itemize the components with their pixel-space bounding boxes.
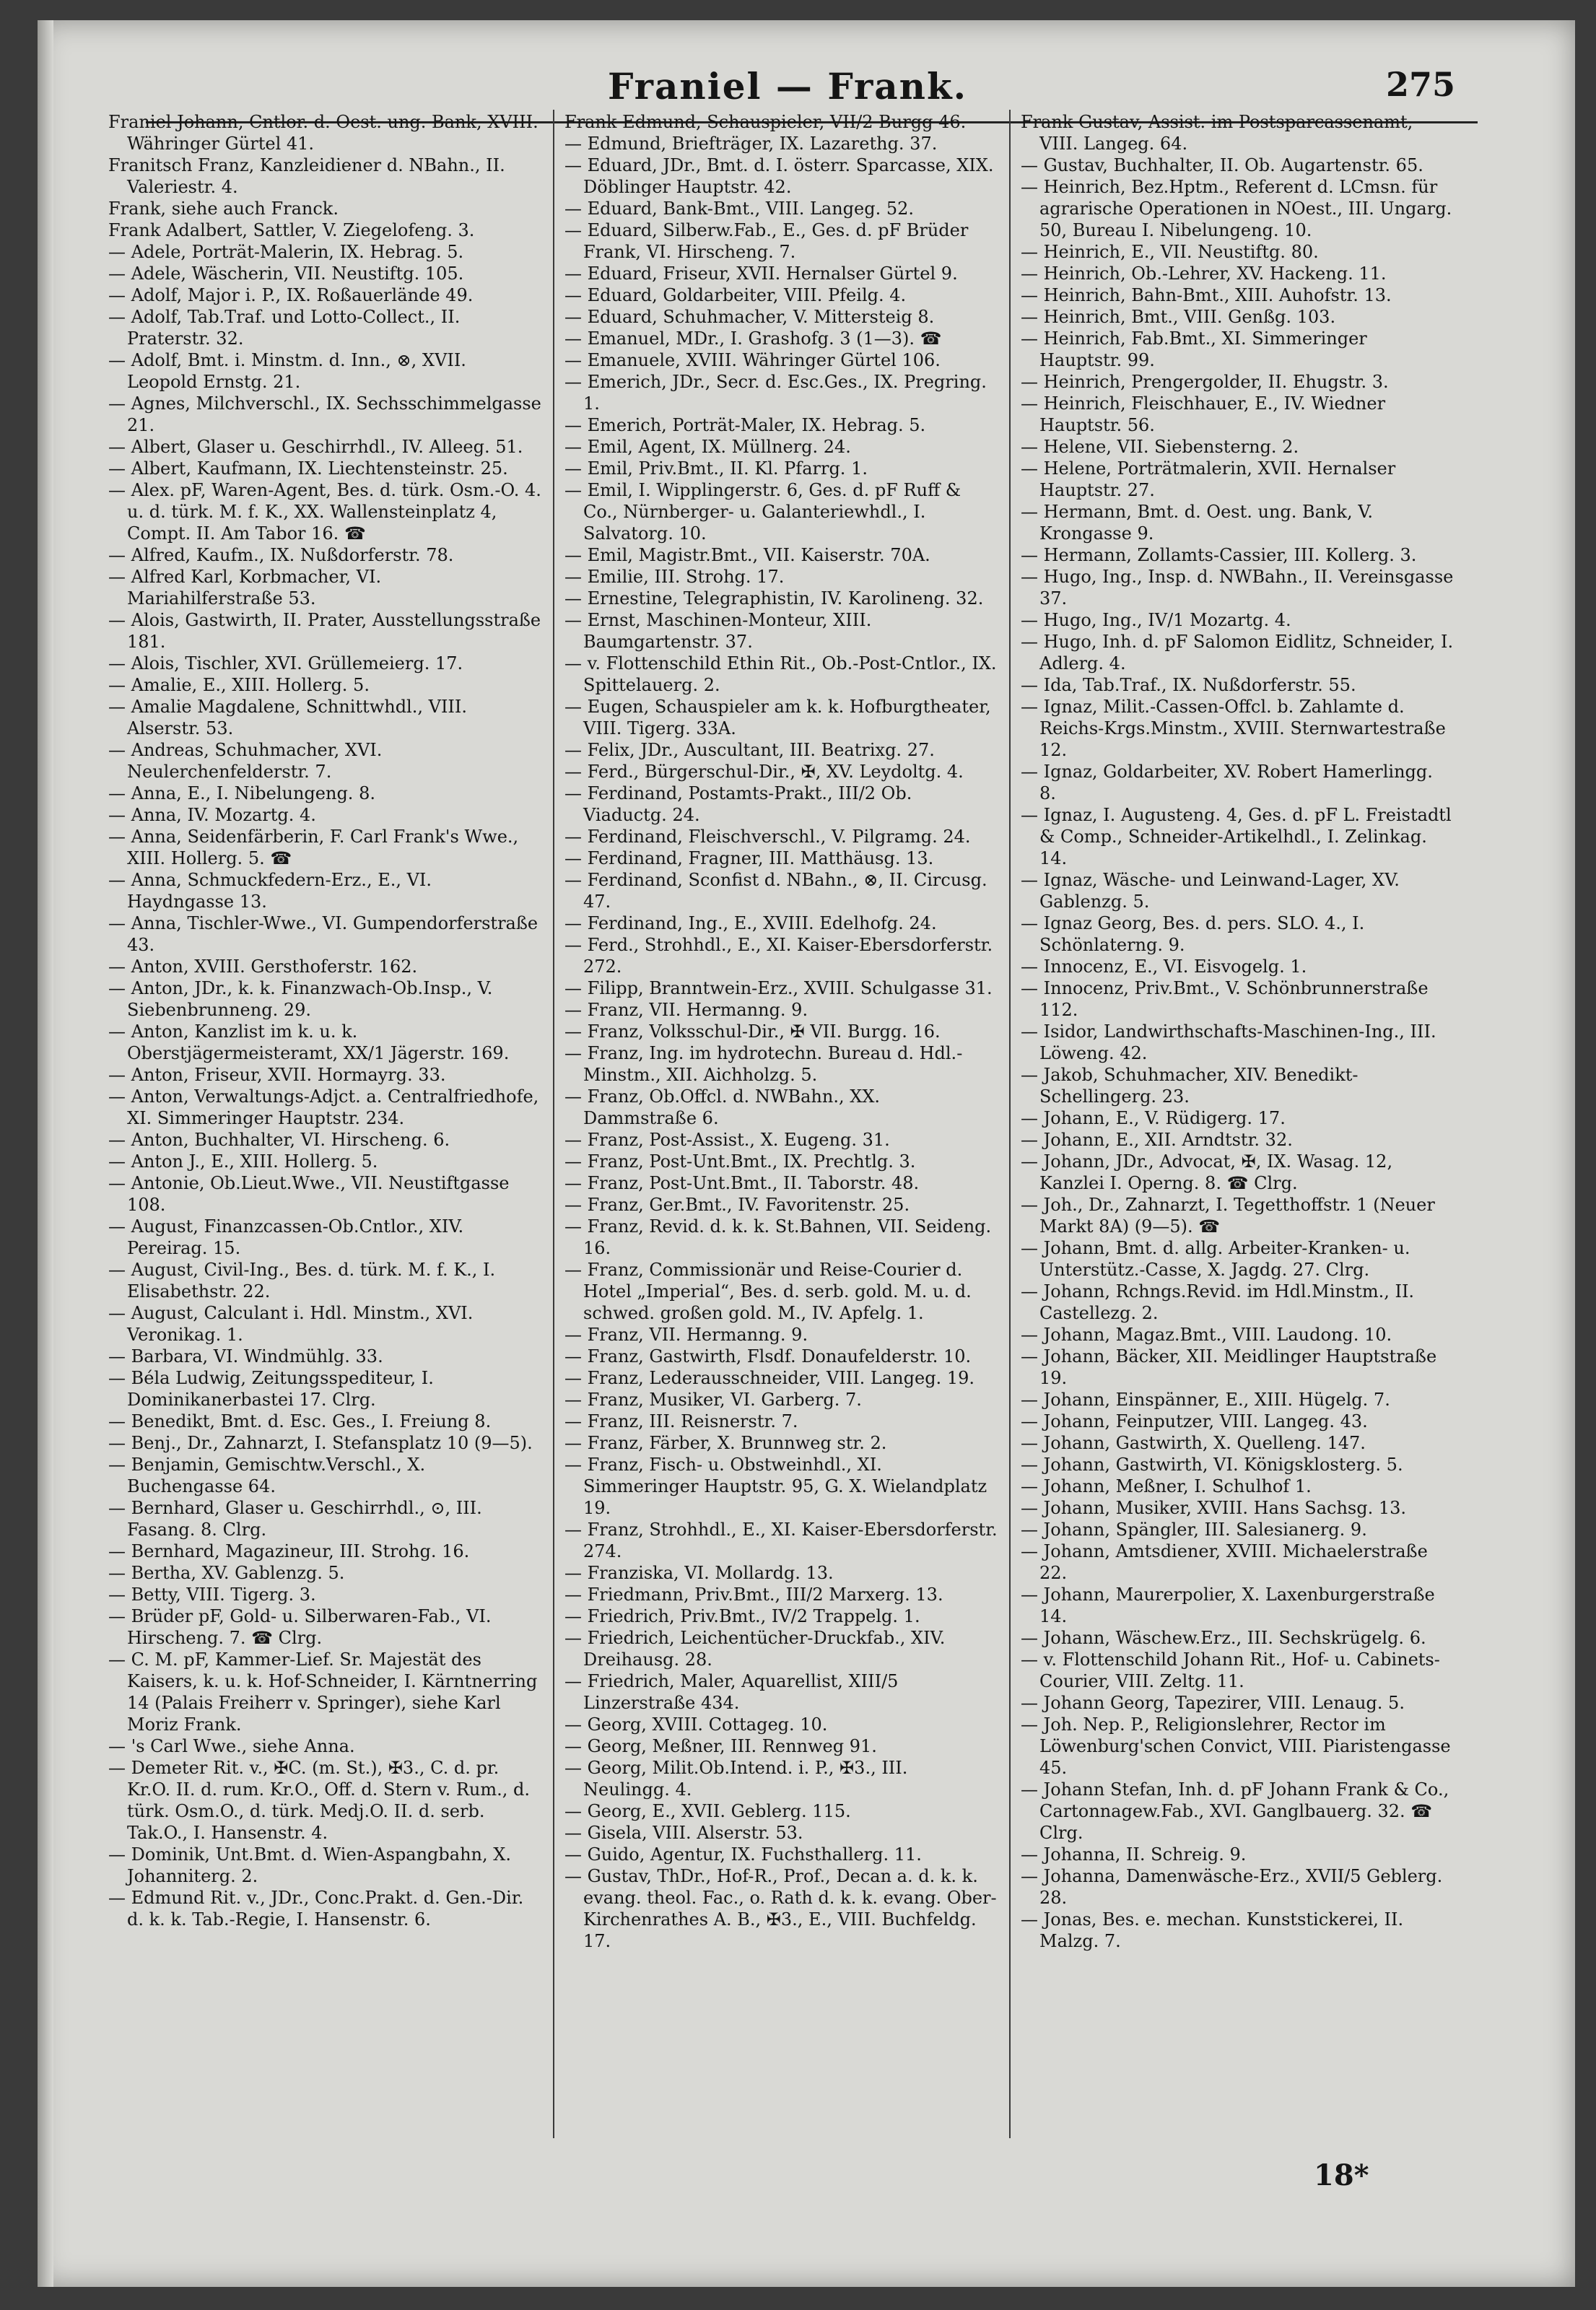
directory-entry: — Franz, Musiker, VI. Garberg. 7. bbox=[564, 1390, 862, 1410]
directory-entry: — Emil, Magistr.Bmt., VII. Kaiserstr. 70A. bbox=[564, 545, 930, 565]
directory-entry: — Ida, Tab.Traf., IX. Nußdorferstr. 55. bbox=[1021, 675, 1356, 695]
directory-entry: Franiel Johann, Cntlor. d. Oest. ung. Bank, XVIII. Währinger Gürtel 41. bbox=[108, 112, 538, 154]
directory-entry: — Johann, Wäschew.Erz., III. Sechskrügelg. 6. bbox=[1021, 1628, 1426, 1648]
directory-entry: — Georg, Meßner, III. Rennweg 91. bbox=[564, 1736, 877, 1756]
directory-entry: — Ferdinand, Postamts-Prakt., III/2 Ob. Viaductg. 24. bbox=[564, 783, 912, 825]
directory-entry: — Alois, Tischler, XVI. Grüllemeierg. 17. bbox=[108, 653, 463, 674]
directory-entry: — Anna, IV. Mozartg. 4. bbox=[108, 805, 316, 825]
directory-entry: — C. M. pF, Kammer-Lief. Sr. Majestät des Kaisers, k. u. k. Hof-Schneider, I. Kärntnerring 14 (Palais Freiherr v. Springer), siehe Karl Moriz Frank. bbox=[108, 1649, 538, 1735]
directory-entry: — Emanuel, MDr., I. Grashofg. 3 (1—3). ☎ bbox=[564, 328, 942, 349]
directory-entry: — Emil, Agent, IX. Müllnerg. 24. bbox=[564, 437, 851, 457]
column-middle bbox=[564, 111, 998, 2140]
directory-entry: — Amalie Magdalene, Schnittwhdl., VIII. Alserstr. 53. bbox=[108, 697, 468, 738]
directory-entry: — Emerich, JDr., Secr. d. Esc.Ges., IX. Pregring. 1. bbox=[564, 372, 987, 414]
directory-entry: — Ignaz, Wäsche- und Leinwand-Lager, XV. Gablenzg. 5. bbox=[1021, 870, 1400, 912]
directory-entry: — Hermann, Bmt. d. Oest. ung. Bank, V. Krongasse 9. bbox=[1021, 502, 1373, 544]
directory-entry: — Adolf, Tab.Traf. und Lotto-Collect., II. Praterstr. 32. bbox=[108, 307, 461, 349]
directory-entry: — Anton, XVIII. Gersthoferstr. 162. bbox=[108, 956, 418, 977]
directory-entry: — Johann, Feinputzer, VIII. Langeg. 43. bbox=[1021, 1411, 1368, 1431]
directory-entry: — Anton, Friseur, XVII. Hormayrg. 33. bbox=[108, 1065, 446, 1085]
directory-entry: — Georg, XVIII. Cottageg. 10. bbox=[564, 1714, 828, 1735]
directory-entry: — Franz, Post-Assist., X. Eugeng. 31. bbox=[564, 1130, 890, 1150]
directory-entry: — Franziska, VI. Mollardg. 13. bbox=[564, 1563, 834, 1583]
directory-entry: — Johann, Musiker, XVIII. Hans Sachsg. 13. bbox=[1021, 1498, 1407, 1518]
directory-entry: — Johann Georg, Tapezirer, VIII. Lenaug. 5. bbox=[1021, 1693, 1405, 1713]
directory-entry: — Eugen, Schauspieler am k. k. Hofburgtheater, VIII. Tigerg. 33A. bbox=[564, 697, 991, 738]
directory-entry: — Anna, E., I. Nibelungeng. 8. bbox=[108, 783, 375, 803]
directory-entry: — Johann, Bmt. d. allg. Arbeiter-Kranken- u. Unterstütz.-Casse, X. Jagdg. 27. Clrg. bbox=[1021, 1238, 1410, 1280]
directory-entry: — Innocenz, E., VI. Eisvogelg. 1. bbox=[1021, 956, 1307, 977]
directory-entry: Franitsch Franz, Kanzleidiener d. NBahn., II. Valeriestr. 4. bbox=[108, 155, 505, 197]
directory-entry: — Bernhard, Magazineur, III. Strohg. 16. bbox=[108, 1541, 470, 1561]
directory-entry: — Benjamin, Gemischtw.Verschl., X. Buchengasse 64. bbox=[108, 1455, 426, 1496]
directory-entry: — Demeter Rit. v., ✠C. (m. St.), ✠3., C. d. pr. Kr.O. II. d. rum. Kr.O., Off. d. Stern v. Rum., d. türk. Osm.O., d. türk. Medj.O. II. d. serb. Tak.O., I. Hansenstr. 4. bbox=[108, 1758, 530, 1843]
directory-entry: Frank Adalbert, Sattler, V. Ziegelofeng. 3. bbox=[108, 220, 475, 240]
directory-entry: — v. Flottenschild Ethin Rit., Ob.-Post-Cntlor., IX. Spittelauerg. 2. bbox=[564, 653, 997, 695]
directory-entry: — Eduard, Friseur, XVII. Hernalser Gürtel 9. bbox=[564, 263, 958, 284]
directory-entry: — Franz, Ing. im hydrotechn. Bureau d. Hdl.-Minstm., XII. Aichholzg. 5. bbox=[564, 1043, 963, 1085]
directory-entry: — Johann, Maurerpolier, X. Laxenburgerstraße 14. bbox=[1021, 1585, 1435, 1626]
directory-entry: — Albert, Glaser u. Geschirrhdl., IV. Alleeg. 51. bbox=[108, 437, 523, 457]
directory-entry: — Ferdinand, Fleischverschl., V. Pilgramg. 24. bbox=[564, 827, 971, 847]
directory-entry: — Betty, VIII. Tigerg. 3. bbox=[108, 1585, 316, 1605]
directory-entry: — Jonas, Bes. e. mechan. Kunststickerei, II. Malzg. 7. bbox=[1021, 1909, 1404, 1951]
directory-entry: — Filipp, Branntwein-Erz., XVIII. Schulgasse 31. bbox=[564, 978, 993, 998]
directory-entry: — Helene, Porträtmalerin, XVII. Hernalser Hauptstr. 27. bbox=[1021, 458, 1396, 500]
directory-entry: — Franz, Strohhdl., E., XI. Kaiser-Ebersdorferstr. 274. bbox=[564, 1520, 998, 1561]
directory-entry: — August, Calculant i. Hdl. Minstm., XVI. Veronikag. 1. bbox=[108, 1303, 474, 1345]
directory-entry: — Johann, E., V. Rüdigerg. 17. bbox=[1021, 1108, 1286, 1128]
directory-entry: — Friedmann, Priv.Bmt., III/2 Marxerg. 13. bbox=[564, 1585, 943, 1605]
directory-entry: — Brüder pF, Gold- u. Silberwaren-Fab., VI. Hirscheng. 7. ☎ Clrg. bbox=[108, 1606, 492, 1648]
directory-entry: — Innocenz, Priv.Bmt., V. Schönbrunnerstraße 112. bbox=[1021, 978, 1429, 1020]
directory-entry: — Anna, Schmuckfedern-Erz., E., VI. Haydngasse 13. bbox=[108, 870, 432, 912]
directory-entry: — Benj., Dr., Zahnarzt, I. Stefansplatz 10 (9—5). bbox=[108, 1433, 533, 1453]
directory-entry: — Johann, Amtsdiener, XVIII. Michaelerstraße 22. bbox=[1021, 1541, 1428, 1583]
directory-entry: — Heinrich, E., VII. Neustiftg. 80. bbox=[1021, 242, 1319, 262]
directory-entry: — Johann, Einspänner, E., XIII. Hügelg. 7. bbox=[1021, 1390, 1390, 1410]
directory-entry: — Alex. pF, Waren-Agent, Bes. d. türk. Osm.-O. 4. u. d. türk. M. f. K., XX. Wallensteinplatz 4, Compt. II. Am Tabor 16. ☎ bbox=[108, 480, 541, 544]
directory-entry: — Franz, VII. Hermanng. 9. bbox=[564, 1000, 808, 1020]
directory-entry: — Franz, Gastwirth, Flsdf. Donaufelderstr. 10. bbox=[564, 1346, 972, 1367]
directory-entry: — Anton, Kanzlist im k. u. k. Oberstjägermeisteramt, XX/1 Jägerstr. 169. bbox=[108, 1021, 510, 1063]
directory-entry: — Franz, Revid. d. k. k. St.Bahnen, VII. Seideng. 16. bbox=[564, 1216, 992, 1258]
directory-entry: — Emanuele, XVIII. Währinger Gürtel 106. bbox=[564, 350, 941, 370]
directory-entry: — Emerich, Porträt-Maler, IX. Hebrag. 5. bbox=[564, 415, 926, 435]
directory-entry: — Hugo, Inh. d. pF Salomon Eidlitz, Schneider, I. Adlerg. 4. bbox=[1021, 632, 1454, 674]
directory-entry: — Adolf, Bmt. i. Minstm. d. Inn., ⊗, XVII. Leopold Ernstg. 21. bbox=[108, 350, 466, 392]
directory-entry: — 's Carl Wwe., siehe Anna. bbox=[108, 1736, 355, 1756]
directory-entry: — Eduard, Bank-Bmt., VIII. Langeg. 52. bbox=[564, 199, 915, 219]
page-header-title: Franiel — Frank. bbox=[608, 65, 968, 108]
directory-entry: — Edmund Rit. v., JDr., Conc.Prakt. d. Gen.-Dir. d. k. k. Tab.-Regie, I. Hansenstr. 6. bbox=[108, 1888, 524, 1930]
directory-entry: — Ferdinand, Ing., E., XVIII. Edelhofg. 24. bbox=[564, 913, 937, 933]
directory-entry: — Johann, Spängler, III. Salesianerg. 9. bbox=[1021, 1520, 1367, 1540]
column-divider bbox=[553, 110, 554, 2138]
directory-entry: — Gisela, VIII. Alserstr. 53. bbox=[564, 1823, 803, 1843]
directory-entry: Frank, siehe auch Franck. bbox=[108, 199, 339, 219]
directory-entry: — Johann, Meßner, I. Schulhof 1. bbox=[1021, 1476, 1312, 1496]
directory-entry: — Anton, JDr., k. k. Finanzwach-Ob.Insp., V. Siebenbrunneng. 29. bbox=[108, 978, 493, 1020]
directory-entry: — Anton, Buchhalter, VI. Hirscheng. 6. bbox=[108, 1130, 450, 1150]
directory-entry: — Franz, Post-Unt.Bmt., II. Taborstr. 48. bbox=[564, 1173, 920, 1193]
directory-entry: — Adolf, Major i. P., IX. Roßauerlände 49. bbox=[108, 285, 474, 305]
directory-entry: — Johanna, II. Schreig. 9. bbox=[1021, 1844, 1247, 1865]
directory-entry: — Alfred Karl, Korbmacher, VI. Mariahilferstraße 53. bbox=[108, 567, 382, 609]
directory-entry: — Franz, Ob.Offcl. d. NWBahn., XX. Dammstraße 6. bbox=[564, 1086, 881, 1128]
directory-entry: — Franz, Post-Unt.Bmt., IX. Prechtlg. 3. bbox=[564, 1151, 916, 1172]
directory-entry: — Eduard, Goldarbeiter, VIII. Pfeilg. 4. bbox=[564, 285, 907, 305]
directory-entry: — Ferdinand, Fragner, III. Matthäusg. 13. bbox=[564, 848, 934, 868]
directory-entry: — Andreas, Schuhmacher, XVI. Neulerchenfelderstr. 7. bbox=[108, 740, 383, 782]
column-left bbox=[108, 111, 541, 2140]
directory-entry: — Heinrich, Prengergolder, II. Ehugstr. 3. bbox=[1021, 372, 1389, 392]
directory-entry: — Anton J., E., XIII. Hollerg. 5. bbox=[108, 1151, 378, 1172]
directory-entry: — Antonie, Ob.Lieut.Wwe., VII. Neustiftgasse 108. bbox=[108, 1173, 510, 1215]
directory-entry: — Ferd., Bürgerschul-Dir., ✠, XV. Leydoltg. 4. bbox=[564, 762, 964, 782]
column-right bbox=[1021, 111, 1454, 2140]
directory-entry: — Gustav, ThDr., Hof-R., Prof., Decan a. d. k. k. evang. theol. Fac., o. Rath d. k. k. evang. Ober-Kirchenrathes A. B., ✠3., E., VIII. Buchfeldg. 17. bbox=[564, 1866, 997, 1951]
directory-entry: — Jakob, Schuhmacher, XIV. Benedikt-Schellingerg. 23. bbox=[1021, 1065, 1359, 1107]
directory-entry: — Franz, Färber, X. Brunnweg str. 2. bbox=[564, 1433, 887, 1453]
directory-entry: — Eduard, Schuhmacher, V. Mittersteig 8. bbox=[564, 307, 935, 327]
directory-entry: — Guido, Agentur, IX. Fuchsthallerg. 11. bbox=[564, 1844, 922, 1865]
directory-entry: — Johann, JDr., Advocat, ✠, IX. Wasag. 12, Kanzlei I. Operng. 8. ☎ Clrg. bbox=[1021, 1151, 1393, 1193]
directory-entry: — Heinrich, Bez.Hptm., Referent d. LCmsn. für agrarische Operationen in NOest., III. Ungarg. 50, Bureau I. Nibelungeng. 10. bbox=[1021, 177, 1452, 240]
directory-entry: Frank Edmund, Schauspieler, VII/2 Burgg 46. bbox=[564, 112, 967, 132]
directory-entry: — Albert, Kaufmann, IX. Liechtensteinstr. 25. bbox=[108, 458, 508, 479]
directory-entry: — Agnes, Milchverschl., IX. Sechsschimmelgasse 21. bbox=[108, 393, 541, 435]
directory-entry: — Georg, E., XVII. Geblerg. 115. bbox=[564, 1801, 851, 1821]
directory-entry: — Johann, Gastwirth, X. Quelleng. 147. bbox=[1021, 1433, 1366, 1453]
directory-entry: — Heinrich, Fleischhauer, E., IV. Wiedner Hauptstr. 56. bbox=[1021, 393, 1386, 435]
directory-entry: — Heinrich, Bahn-Bmt., XIII. Auhofstr. 13. bbox=[1021, 285, 1392, 305]
directory-entry: — Friedrich, Priv.Bmt., IV/2 Trappelg. 1. bbox=[564, 1606, 920, 1626]
directory-entry: — August, Finanzcassen-Ob.Cntlor., XIV. Pereirag. 15. bbox=[108, 1216, 464, 1258]
directory-entry: — Ignaz, Milit.-Cassen-Offcl. b. Zahlamte d. Reichs-Krgs.Minstm., XVIII. Sternwartestraße 12. bbox=[1021, 697, 1446, 760]
directory-entry: — Franz, Fisch- u. Obstweinhdl., XI. Simmeringer Hauptstr. 95, G. X. Wielandplatz 19. bbox=[564, 1455, 987, 1518]
directory-entry: — Ignaz, Goldarbeiter, XV. Robert Hamerlingg. 8. bbox=[1021, 762, 1433, 803]
directory-entry: — Heinrich, Ob.-Lehrer, XV. Hackeng. 11. bbox=[1021, 263, 1387, 284]
directory-entry: — Ignaz, I. Augusteng. 4, Ges. d. pF L. Freistadtl & Comp., Schneider-Artikelhdl., I. Zelinkag. 14. bbox=[1021, 805, 1452, 868]
directory-entry: — Hermann, Zollamts-Cassier, III. Kollerg. 3. bbox=[1021, 545, 1417, 565]
directory-entry: — Johann, Magaz.Bmt., VIII. Laudong. 10. bbox=[1021, 1325, 1392, 1345]
directory-entry: — Adele, Wäscherin, VII. Neustiftg. 105. bbox=[108, 263, 464, 284]
directory-entry: — Anna, Seidenfärberin, F. Carl Frank's Wwe., XIII. Hollerg. 5. ☎ bbox=[108, 827, 519, 868]
column-divider bbox=[1009, 110, 1011, 2138]
directory-entry: — Hugo, Ing., Insp. d. NWBahn., II. Vereinsgasse 37. bbox=[1021, 567, 1454, 609]
directory-entry: — Johanna, Damenwäsche-Erz., XVII/5 Geblerg. 28. bbox=[1021, 1866, 1443, 1908]
directory-entry: — Franz, Ger.Bmt., IV. Favoritenstr. 25. bbox=[564, 1195, 910, 1215]
directory-entry: — Amalie, E., XIII. Hollerg. 5. bbox=[108, 675, 370, 695]
directory-entry: — Barbara, VI. Windmühlg. 33. bbox=[108, 1346, 383, 1367]
directory-entry: — Ernst, Maschinen-Monteur, XIII. Baumgartenstr. 37. bbox=[564, 610, 872, 652]
directory-entry: — Alois, Gastwirth, II. Prater, Ausstellungsstraße 181. bbox=[108, 610, 541, 652]
directory-entry: — Dominik, Unt.Bmt. d. Wien-Aspangbahn, X. Johanniterg. 2. bbox=[108, 1844, 511, 1886]
book-gutter bbox=[38, 20, 53, 2287]
directory-entry: — Hugo, Ing., IV/1 Mozartg. 4. bbox=[1021, 610, 1291, 630]
directory-entry: — Johann, Rchngs.Revid. im Hdl.Minstm., II. Castellezg. 2. bbox=[1021, 1281, 1415, 1323]
directory-entry: — Joh. Nep. P., Religionslehrer, Rector im Löwenburg'schen Convict, VIII. Piaristengasse 45. bbox=[1021, 1714, 1451, 1778]
directory-entry: — Ernestine, Telegraphistin, IV. Karolineng. 32. bbox=[564, 588, 984, 609]
directory-entry: — Anton, Verwaltungs-Adjct. a. Centralfriedhofe, XI. Simmeringer Hauptstr. 234. bbox=[108, 1086, 539, 1128]
directory-entry: — Isidor, Landwirthschafts-Maschinen-Ing., III. Löweng. 42. bbox=[1021, 1021, 1436, 1063]
directory-entry: — Ferd., Strohhdl., E., XI. Kaiser-Ebersdorferstr. 272. bbox=[564, 935, 993, 977]
directory-entry: — Benedikt, Bmt. d. Esc. Ges., I. Freiung 8. bbox=[108, 1411, 492, 1431]
directory-entry: — Friedrich, Leichentücher-Druckfab., XIV. Dreihausg. 28. bbox=[564, 1628, 946, 1670]
directory-entry: — Franz, Lederausschneider, VIII. Langeg. 19. bbox=[564, 1368, 974, 1388]
directory-entry: — Heinrich, Bmt., VIII. Genßg. 103. bbox=[1021, 307, 1336, 327]
directory-entry: — Franz, III. Reisnerstr. 7. bbox=[564, 1411, 798, 1431]
directory-entry: — Georg, Milit.Ob.Intend. i. P., ✠3., III. Neulingg. 4. bbox=[564, 1758, 908, 1800]
directory-entry: — Helene, VII. Siebensterng. 2. bbox=[1021, 437, 1299, 457]
directory-entry: — Edmund, Briefträger, IX. Lazarethg. 37. bbox=[564, 134, 938, 154]
directory-entry: — Felix, JDr., Auscultant, III. Beatrixg. 27. bbox=[564, 740, 935, 760]
directory-entry: — Johann Stefan, Inh. d. pF Johann Frank & Co., Cartonnagew.Fab., XVI. Ganglbauerg. 32. ☎ Clrg. bbox=[1021, 1779, 1449, 1843]
directory-entry: — Johann, Bäcker, XII. Meidlinger Hauptstraße 19. bbox=[1021, 1346, 1437, 1388]
directory-entry: — Ignaz Georg, Bes. d. pers. SLO. 4., I. Schönlaterng. 9. bbox=[1021, 913, 1365, 955]
directory-entry: — Emil, Priv.Bmt., II. Kl. Pfarrg. 1. bbox=[564, 458, 868, 479]
directory-entry: — Béla Ludwig, Zeitungsspediteur, I. Dominikanerbastei 17. Clrg. bbox=[108, 1368, 434, 1410]
directory-entry: — Eduard, Silberw.Fab., E., Ges. d. pF Brüder Frank, VI. Hirscheng. 7. bbox=[564, 220, 969, 262]
page-number: 275 bbox=[1386, 65, 1456, 104]
directory-entry: — v. Flottenschild Johann Rit., Hof- u. Cabinets-Courier, VIII. Zeltg. 11. bbox=[1021, 1649, 1440, 1691]
directory-entry: — Friedrich, Maler, Aquarellist, XIII/5 Linzerstraße 434. bbox=[564, 1671, 899, 1713]
directory-entry: — Bernhard, Glaser u. Geschirrhdl., ⊙, III. Fasang. 8. Clrg. bbox=[108, 1498, 482, 1540]
directory-entry: — Johann, E., XII. Arndtstr. 32. bbox=[1021, 1130, 1293, 1150]
signature-mark: 18* bbox=[1314, 2158, 1369, 2192]
directory-entry: — Anna, Tischler-Wwe., VI. Gumpendorferstraße 43. bbox=[108, 913, 538, 955]
directory-entry: — Heinrich, Fab.Bmt., XI. Simmeringer Hauptstr. 99. bbox=[1021, 328, 1367, 370]
directory-entry: — Emilie, III. Strohg. 17. bbox=[564, 567, 785, 587]
directory-entry: — Bertha, XV. Gablenzg. 5. bbox=[108, 1563, 345, 1583]
directory-entry: — August, Civil-Ing., Bes. d. türk. M. f. K., I. Elisabethstr. 22. bbox=[108, 1260, 496, 1302]
directory-entry: — Ferdinand, Sconfist d. NBahn., ⊗, II. Circusg. 47. bbox=[564, 870, 987, 912]
directory-entry: — Franz, VII. Hermanng. 9. bbox=[564, 1325, 808, 1345]
directory-entry: — Joh., Dr., Zahnarzt, I. Tegetthoffstr. 1 (Neuer Markt 8A) (9—5). ☎ bbox=[1021, 1195, 1435, 1237]
directory-entry: Frank Gustav, Assist. im Postsparcassenamt, VIII. Langeg. 64. bbox=[1021, 112, 1413, 154]
directory-entry: — Gustav, Buchhalter, II. Ob. Augartenstr. 65. bbox=[1021, 155, 1423, 175]
directory-entry: — Alfred, Kaufm., IX. Nußdorferstr. 78. bbox=[108, 545, 454, 565]
directory-entry: — Franz, Commissionär und Reise-Courier d. Hotel „Imperial“, Bes. d. serb. gold. M. u. d. schwed. großen gold. M., IV. Apfelg. 1. bbox=[564, 1260, 972, 1323]
directory-entry: — Johann, Gastwirth, VI. Königsklosterg. 5. bbox=[1021, 1455, 1403, 1475]
directory-entry: — Adele, Porträt-Malerin, IX. Hebrag. 5. bbox=[108, 242, 464, 262]
directory-entry: — Franz, Volksschul-Dir., ✠ VII. Burgg. 16. bbox=[564, 1021, 941, 1042]
directory-entry: — Eduard, JDr., Bmt. d. I. österr. Sparcasse, XIX. Döblinger Hauptstr. 42. bbox=[564, 155, 994, 197]
directory-entry: — Emil, I. Wipplingerstr. 6, Ges. d. pF Ruff & Co., Nürnberger- u. Galanteriewhdl., I. Salvatorg. 10. bbox=[564, 480, 961, 544]
